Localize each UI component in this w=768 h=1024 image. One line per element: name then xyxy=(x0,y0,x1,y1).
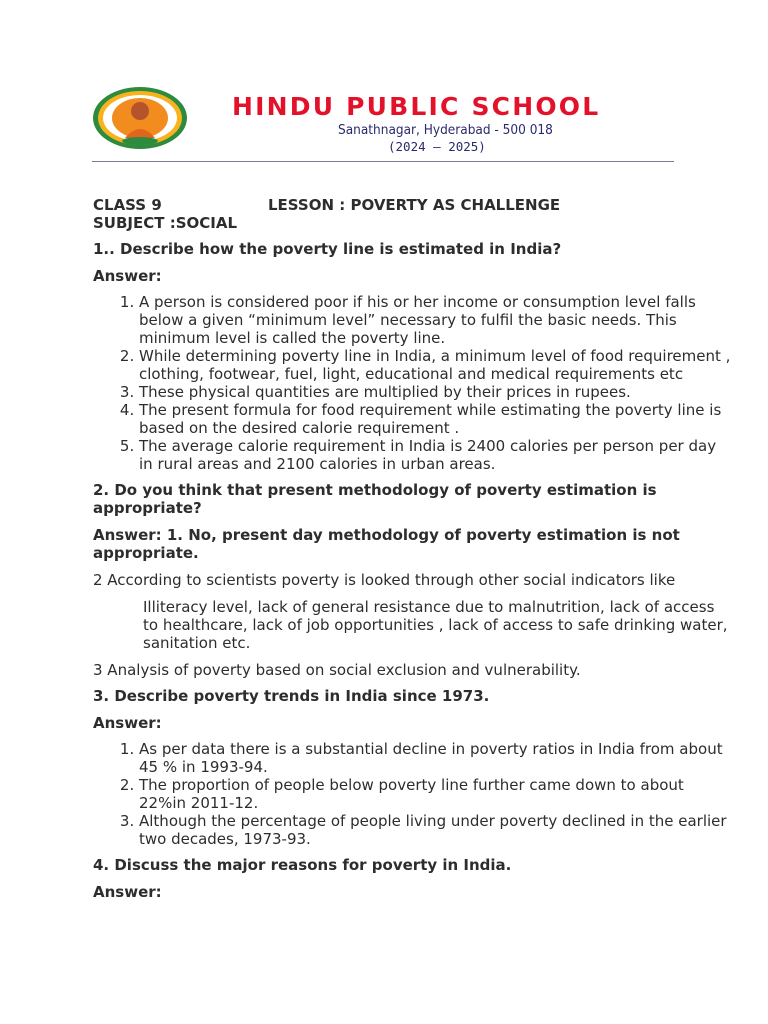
list-item: 3. These physical quantities are multiplied by their prices in rupees. xyxy=(139,383,733,401)
answer-2: Answer: 1. No, present day methodology of poverty estimation is not appropriate. xyxy=(93,526,680,562)
answer-list-3 xyxy=(93,740,733,848)
list-item: 1. A person is considered poor if his or her income or consumption level falls below a given “minimum level” necessary to fulfil the basic needs. This minimum level is called the poverty line. xyxy=(139,293,733,347)
class-lesson-row xyxy=(93,196,733,214)
subject-label: SUBJECT :SOCIAL xyxy=(93,214,238,232)
school-header xyxy=(92,86,674,152)
list-item: 5. The average calorie requirement in India is 2400 calories per person per day in rural areas and 2100 calories in urban areas. xyxy=(139,437,733,473)
question-1: 1.. Describe how the poverty line is estimated in India? xyxy=(93,240,562,258)
question-3: 3. Describe poverty trends in India since 1973. xyxy=(93,687,490,705)
academic-year: (2024 – 2025) xyxy=(388,139,486,154)
school-name: HINDU PUBLIC SCHOOL xyxy=(232,92,601,121)
school-seal-logo xyxy=(92,86,188,150)
worksheet-body xyxy=(93,196,733,901)
school-address: Sanathnagar, Hyderabad - 500 018 xyxy=(338,122,553,138)
list-item: 2. While determining poverty line in India, a minimum level of food requirement , clothing, footwear, fuel, light, educational and medical requirements etc xyxy=(139,347,733,383)
list-item: 3. Although the percentage of people living under poverty declined in the earlier two decades, 1973-93. xyxy=(139,812,733,848)
answer-2-point-3: 3 Analysis of poverty based on social exclusion and vulnerability. xyxy=(93,661,581,679)
list-item: 2. The proportion of people below poverty line further came down to about 22%in 2011-12. xyxy=(139,776,733,812)
answer-2-point-2: 2 According to scientists poverty is looked through other social indicators like xyxy=(93,571,676,589)
answer-label-3: Answer: xyxy=(93,714,162,732)
question-4: 4. Discuss the major reasons for poverty in India. xyxy=(93,856,512,874)
answer-2-point-2-detail: Illiteracy level, lack of general resistance due to malnutrition, lack of access to healthcare, lack of job opportunities , lack of access to safe drinking water, sanitation etc. xyxy=(143,598,728,652)
answer-label-1: Answer: xyxy=(93,267,162,285)
question-2: 2. Do you think that present methodology of poverty estimation is appropriate? xyxy=(93,481,657,517)
list-item: 1. As per data there is a substantial decline in poverty ratios in India from about 45 % in 1993-94. xyxy=(139,740,733,776)
answer-label-4: Answer: xyxy=(93,883,162,901)
lesson-label: LESSON : POVERTY AS CHALLENGE xyxy=(268,196,561,214)
answer-list-1 xyxy=(93,293,733,473)
class-label: CLASS 9 xyxy=(93,196,162,214)
header-divider xyxy=(92,161,674,162)
list-item: 4. The present formula for food requirement while estimating the poverty line is based on the desired calorie requirement . xyxy=(139,401,733,437)
